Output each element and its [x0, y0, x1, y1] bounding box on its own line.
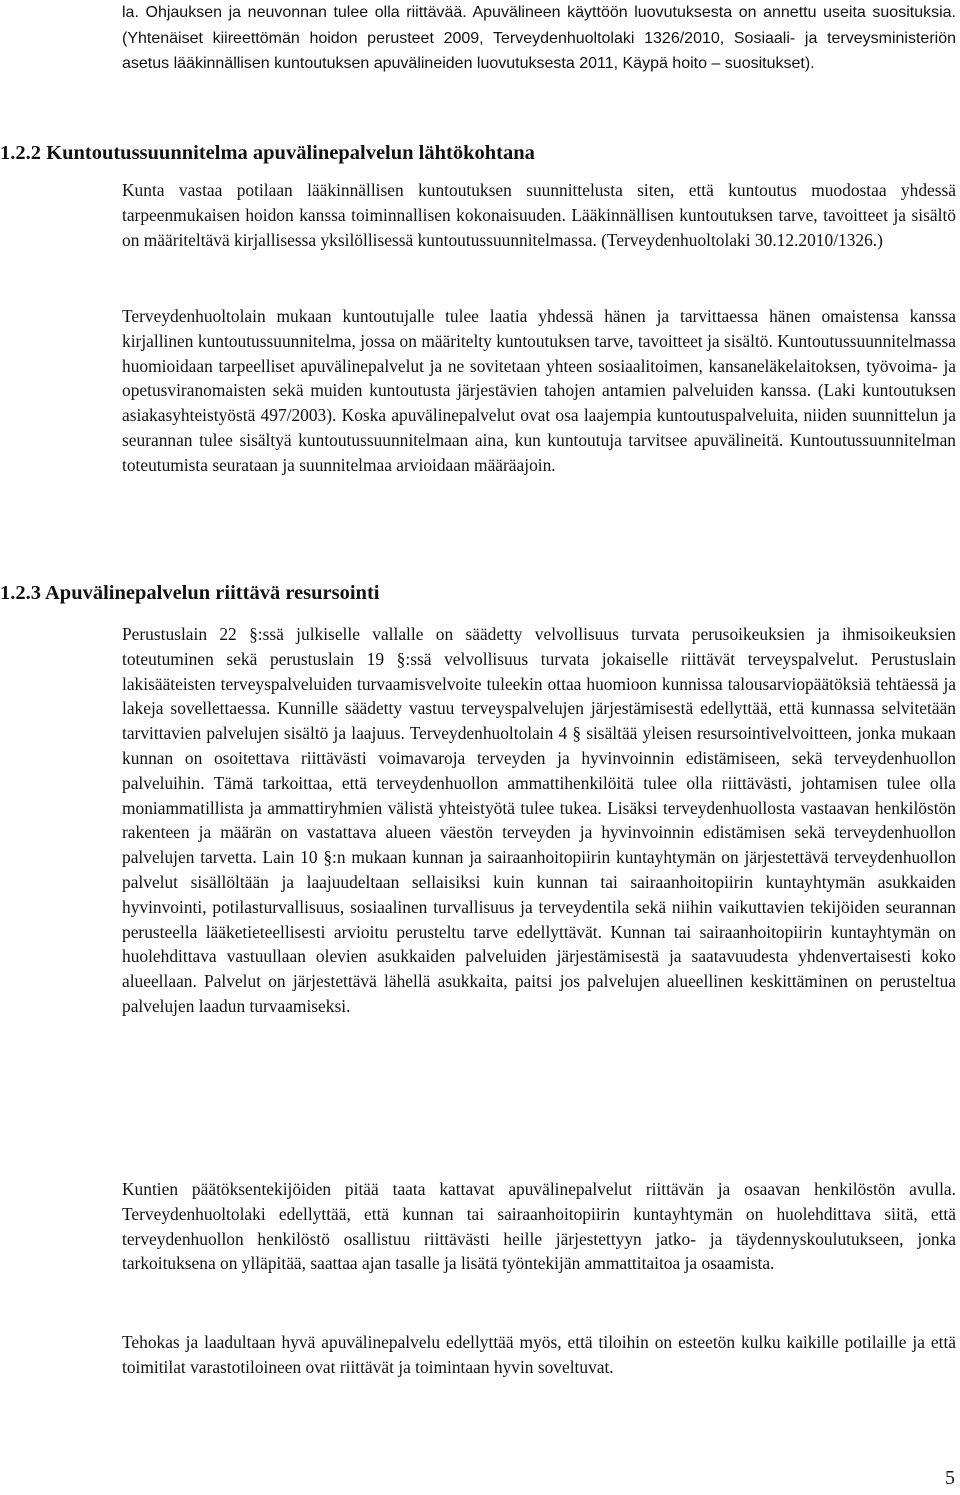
section-1-2-3-paragraph-3: Tehokas ja laadultaan hyvä apuvälinepalvelu edellyttää myös, että tiloihin on esteetön kulku kaikille potilaille ja että toimitilat varastotiloineen ovat riittävät ja toimintaan hyvin soveltuvat. [122, 1332, 956, 1377]
section-1-2-3-paragraph-2: Kuntien päätöksentekijöiden pitää taata kattavat apuvälinepalvelut riittävän ja osaavan henkilöstön avulla. Terveydenhuoltolaki edellyttää, että kunnan tai sairaanhoitopiirin kuntayhtymän on huolehdittava siitä, että terveydenhuollon henkilöstö osallistuu riittävästi heille järjestettyyn jatko- ja täydennyskoulutukseen, jonka tarkoituksena on ylläpitää, saattaa ajan tasalle ja lisätä työntekijän ammattitaitoa ja osaamista. [122, 1179, 956, 1274]
section-heading-1-2-3: 1.2.3 Apuvälinepalvelun riittävä resursointi [0, 582, 380, 604]
intro-paragraph: la. Ohjauksen ja neuvonnan tulee olla riittävää. Apuvälineen käyttöön luovutuksesta on annettu useita suosituksia. (Yhtenäiset kiireettömän hoidon perusteet 2009, Terveydenhuoltolaki 1326/2010, Sosiaali- ja terveysministeriön asetus lääkinnällisen kuntoutuksen apuvälineiden luovutuksesta 2011, Käypä hoito – suositukset). [122, 4, 956, 72]
page-number: 5 [945, 1467, 955, 1489]
section-heading-1-2-2: 1.2.2 Kuntoutussuunnitelma apuvälinepalvelun lähtökohtana [0, 142, 535, 164]
section-1-2-2-paragraph-2: Terveydenhuoltolain mukaan kuntoutujalle tulee laatia yhdessä hänen ja tarvittaessa hänen omaistensa kanssa kirjallinen kuntoutussuunnitelma, jossa on määritelty kuntoutuksen tarve, tavoitteet ja sisältö. Kuntoutussuunnitelmassa huomioidaan tarpeelliset apuvälinepalvelut ja ne sovitetaan yhteen sosiaalitoimen, kansaneläkelaitoksen, työvoima- ja opetusviranomaisten sekä muiden kuntoutusta järjestävien tahojen antamien palveluiden kanssa. (Laki kuntoutuksen asiakasyhteistyöstä 497/2003). Koska apuvälinepalvelut ovat osa laajempia kuntoutuspalveluita, niiden suunnittelun ja seurannan tulee sisältyä kuntoutussuunnitelmaan aina, kun kuntoutuja tarvitsee apuvälineitä. Kuntoutussuunnitelman toteutumista seurataan ja suunnitelmaa arvioidaan määräajoin. [122, 306, 956, 475]
section-1-2-3-paragraph-1: Perustuslain 22 §:ssä julkiselle vallalle on säädetty velvollisuus turvata perusoikeuksien ja ihmisoikeuksien toteutuminen sekä perustuslain 19 §:ssä velvollisuus turvata jokaiselle riittävät terveyspalvelut. Perustuslain lakisääteisten terveyspalveluiden turvaamisvelvoite tuleekin ottaa huomioon kunnissa talousarviopäätöksiä tehtäessä ja lakeja sovellettaessa. Kunnille säädetty vastuu terveyspalvelujen järjestämisestä edellyttää, että kunnassa selvitetään tarvittavien palvelujen sisältö ja laajuus. Terveydenhuoltolain 4 § sisältää yleisen resursointivelvoitteen, jonka mukaan kunnan on osoitettava riittävästi voimavaroja terveyden ja hyvinvoinnin edistämiseen, sekä terveydenhuollon palveluihin. Tämä tarkoittaa, että terveydenhuollon ammattihenkilöitä tulee olla riittävästi, johtamisen tulee olla moniammatillista ja ammattiryhmien välistä yhteistyötä tulee tukea. Lisäksi terveydenhuollosta vastaavan henkilöstön rakenteen ja määrän on vastattava alueen väestön terveyden ja hyvinvoinnin edistämisen sekä terveydenhuollon palvelujen tarvetta. Lain 10 §:n mukaan kunnan ja sairaanhoitopiirin kuntayhtymän on järjestettävä terveydenhuollon palvelut sisällöltään ja laajuudeltaan sellaisiksi kuin kunnan tai sairaanhoitopiirin kuntayhtymän asukkaiden hyvinvointi, potilasturvallisuus, sosiaalinen turvallisuus ja terveydentila sekä niihin vaikuttavien tekijöiden seurannan perusteella lääketieteellisesti arvioitu perusteltu tarve edellyttävät. Kunnan tai sairaanhoitopiirin kuntayhtymän on huolehdittava vastuullaan olevien asukkaiden palveluiden järjestämisestä ja saatavuudesta yhdenvertaisesti koko alueellaan. Palvelut on järjestettävä lähellä asukkaita, paitsi jos palvelujen alueellinen keskittäminen on perusteltua palvelujen laadun turvaamiseksi. [122, 624, 956, 1016]
section-1-2-2-paragraph-1: Kunta vastaa potilaan lääkinnällisen kuntoutuksen suunnittelusta siten, että kuntoutus muodostaa yhdessä tarpeenmukaisen hoidon kanssa toiminnallisen kokonaisuuden. Lääkinnällisen kuntoutuksen tarve, tavoitteet ja sisältö on määriteltävä kirjallisessa yksilöllisessä kuntoutussuunnitelmassa. (Terveydenhuoltolaki 30.12.2010/1326.) [122, 180, 956, 250]
